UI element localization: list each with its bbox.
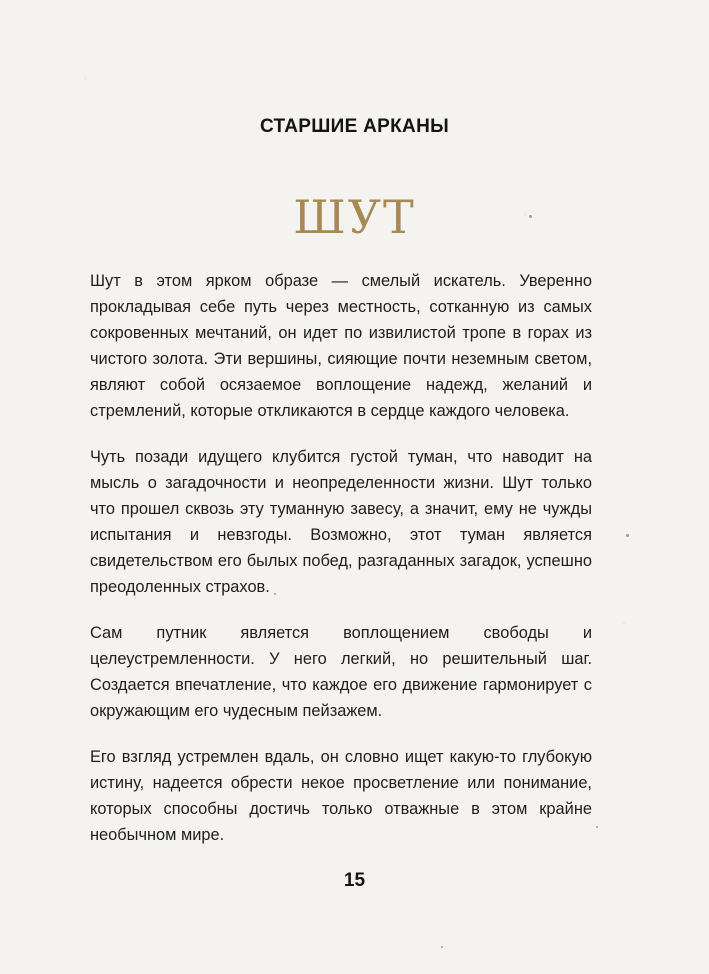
paragraph: Его взгляд устремлен вдаль, он словно ищет какую-то глубокую истину, надеется обрести некое просветление или понимание, которых способны достичь только отважные в этом крайне необычном мире. — [90, 748, 592, 844]
section-title: СТАРШИЕ АРКАНЫ — [260, 116, 449, 137]
paper-speck — [626, 534, 629, 537]
paragraph: Сам путник является воплощением свободы и целеустремленности. У него легкий, но решительный шаг. Создается впечатление, что каждое его движение гармонирует с окружающим его чудесным пейзажем. — [90, 624, 592, 720]
paper-speck — [596, 826, 598, 828]
body-text — [90, 268, 592, 868]
paper-speck — [441, 946, 443, 948]
paragraph: Шут в этом ярком образе — смелый искатель. Уверенно прокладывая себе путь через местность, сотканную из самых сокровенных мечтаний, он идет по извилистой тропе в горах из чистого золота. Эти вершины, сияющие почти неземным светом, являют собой осязаемое воплощение надежд, желаний и стремлений, которые откликаются в сердце каждого человека. — [90, 272, 592, 420]
paragraph: Чуть позади идущего клубится густой туман, что наводит на мысль о загадочности и неопределенности жизни. Шут только что прошел сквозь эту туманную завесу, а значит, ему не чужды испытания и невзгоды. Возможно, этот туман является свидетельством его былых побед, разгаданных загадок, успешно преодоленных страхов. — [90, 448, 592, 596]
card-title: ШУТ — [293, 190, 416, 244]
page-number: 15 — [343, 870, 366, 891]
